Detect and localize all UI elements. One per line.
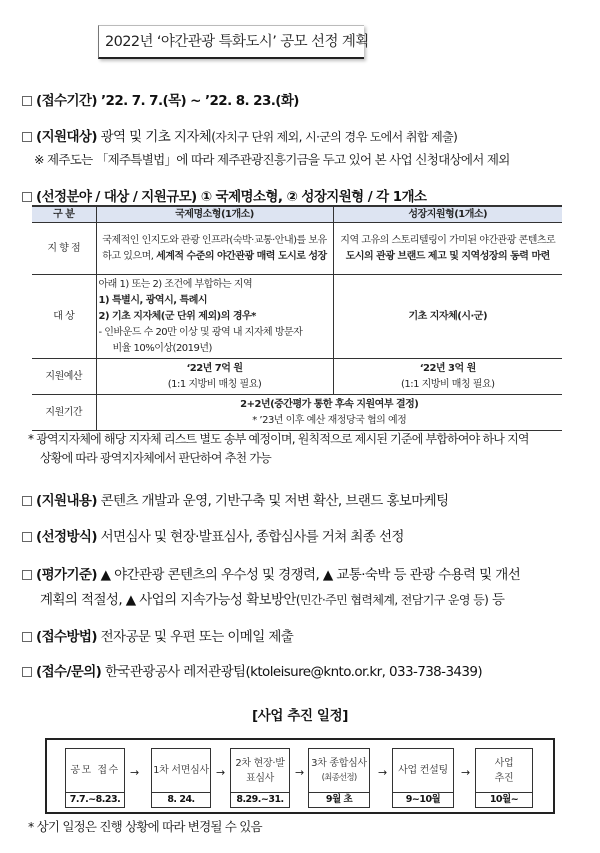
row-label: 지 향 점 — [32, 223, 96, 275]
section-criteria — [22, 563, 520, 583]
step-name: 1차 서면심사 — [152, 749, 210, 793]
step-subname: (최종선정) — [321, 772, 357, 783]
checkbox-bullet-icon — [22, 96, 32, 106]
cell-text-bold: 세계적 수준의 야간관광 매력 도시로 성장 — [156, 250, 327, 262]
cell-text-bold: 도시의 관광 브랜드 제고 및 지역성장의 동력 마련 — [345, 250, 550, 262]
checkbox-bullet-icon — [22, 532, 32, 542]
budget-note: (1:1 지방비 매칭 필요) — [400, 378, 495, 390]
checkbox-bullet-icon — [22, 667, 32, 677]
cell-text: 지역 고유의 스토리텔링이 가미된 야간관광 콘텐츠로 — [340, 234, 556, 246]
table-footnote-line1: * 광역지자체에 해당 지자체 리스트 별도 송부 예정이며, 원칙적으로 제시된 기준에 부합하여야 하나 지역 — [28, 432, 529, 446]
table-row-budget — [32, 359, 562, 395]
checkbox-bullet-icon — [22, 632, 32, 642]
jeju-exclusion-note: ※ 제주도는 「제주특별법」에 따라 제주관광진흥기금을 두고 있어 본 사업 신청대상에서 제외 — [34, 152, 510, 167]
step-date: 9~10월 — [405, 794, 441, 805]
schedule-step — [230, 748, 290, 808]
cell-line: 1) 특별시, 광역시, 특례시 — [98, 294, 208, 306]
section-selection-method — [22, 525, 404, 545]
step-name: 3차 종합심사 — [311, 757, 367, 769]
section-label: (선정방식) — [36, 529, 97, 545]
section-label: (접수방법) — [36, 629, 97, 645]
section-label: (선정분야 / 대상 / 지원규모) — [36, 189, 197, 205]
budget-amount: ‘22년 3억 원 — [419, 362, 476, 374]
step-date: 8.29.~31. — [236, 794, 284, 805]
cell-text: 국제적인 인지도와 관광 인프라(숙박·교통·안내)를 보유하고 있으며, — [102, 234, 327, 262]
criteria-detail: (민간·주민 협력체계, 전담기구 운영 등) — [295, 593, 489, 607]
schedule-step — [475, 748, 533, 808]
section-label: (접수기간) — [36, 93, 97, 109]
checkbox-bullet-icon — [22, 132, 32, 142]
section-label: (지원내용) — [36, 493, 97, 509]
cell-line: 비율 10%이상(2019년) — [112, 342, 212, 354]
table-footnote-line2: 상황에 따라 광역지자체에서 판단하여 추천 가능 — [40, 451, 271, 465]
arrow-right-icon: → — [216, 766, 226, 779]
table-cell — [96, 275, 333, 359]
table-row-eligibility — [32, 275, 562, 359]
table-header: 구 분 — [32, 206, 96, 223]
cell-line: - 인바운드 수 20만 이상 및 광역 내 지자체 방문자 — [98, 326, 303, 338]
step-name: 사업 컨설팅 — [393, 749, 453, 793]
schedule-title: [사업 추진 일정] — [252, 708, 348, 724]
criteria-text: 계획의 적절성, ▲ 사업의 지속가능성 확보방안 — [40, 592, 296, 608]
table-cell: 기초 지자체(시·군) — [333, 275, 562, 359]
step-name: 공모 접수 — [66, 749, 124, 793]
section-label: (평가기준) — [36, 567, 97, 583]
step-date: 10월~ — [489, 794, 519, 805]
schedule-step — [65, 748, 125, 808]
period-main: 2+2년(중간평가 통한 후속 지원여부 결정) — [240, 398, 419, 410]
section-target — [22, 125, 457, 145]
schedule-step — [392, 748, 454, 808]
budget-amount: ‘22년 7억 원 — [186, 362, 243, 374]
step-date: 8. 24. — [167, 794, 195, 805]
step-name-block — [309, 749, 369, 793]
section-value: ’22. 7. 7.(목) ~ ’22. 8. 23.(화) — [96, 93, 299, 109]
period-note: * ’23년 이후 예산 재정당국 협의 예정 — [252, 414, 407, 426]
table-row-period — [32, 395, 562, 431]
arrow-right-icon: → — [130, 766, 140, 779]
section-selection — [22, 185, 426, 205]
step-name: 2차 현장·발표심사 — [231, 749, 289, 793]
cell-line: 2) 기초 지자체(군 단위 제외)의 경우* — [98, 310, 256, 322]
section-value: ① 국제명소형, ② 성장지원형 / 각 1개소 — [196, 189, 427, 205]
section-label: (지원대상) — [36, 129, 97, 145]
criteria-text-end: 등 — [488, 592, 505, 608]
section-value: 광역 및 기초 지자체 — [96, 129, 212, 145]
row-label: 대 상 — [32, 275, 96, 359]
section-label: (접수/문의) — [36, 664, 102, 680]
section-reception-period — [22, 89, 299, 109]
section-value: 전자공문 및 우편 또는 이메일 제출 — [96, 629, 294, 645]
checkbox-bullet-icon — [22, 192, 32, 202]
section-value: ▲ 야간관광 콘텐츠의 우수성 및 경쟁력, ▲ 교통·숙박 등 관광 수용력 및 개선 — [96, 567, 521, 583]
schedule-footnote: * 상기 일정은 진행 상황에 따라 변경될 수 있음 — [28, 819, 262, 834]
arrow-right-icon: → — [295, 766, 305, 779]
table-cell — [96, 395, 562, 431]
arrow-right-icon: → — [378, 766, 388, 779]
arrow-right-icon: → — [461, 766, 471, 779]
table-header: 국제명소형(1개소) — [96, 206, 333, 223]
schedule-step — [308, 748, 370, 808]
schedule-flow — [45, 738, 555, 814]
section-support-content — [22, 489, 449, 509]
step-name: 사업 추진 — [476, 749, 532, 793]
selection-table — [32, 205, 562, 431]
table-cell — [96, 223, 333, 275]
schedule-step — [151, 748, 211, 808]
section-contact — [22, 660, 482, 680]
step-date: 7.7.~8.23. — [69, 794, 121, 805]
section-value: 서면심사 및 현장·발표심사, 종합심사를 거쳐 최종 선정 — [96, 529, 404, 545]
section-method — [22, 625, 293, 645]
table-cell — [333, 223, 562, 275]
row-label: 지원예산 — [32, 359, 96, 395]
table-header-row — [32, 206, 562, 223]
document-title: 2022년 ‘야간관광 특화도시’ 공모 선정 계획 — [98, 25, 364, 59]
section-value: 한국관광공사 레저관광팀(ktoleisure@knto.or.kr, 033-738-3439) — [101, 664, 483, 680]
checkbox-bullet-icon — [22, 570, 32, 580]
cell-line: 아래 1) 또는 2) 조건에 부합하는 지역 — [98, 278, 253, 290]
row-label: 지원기간 — [32, 395, 96, 431]
section-detail: (자치구 단위 제외, 시·군의 경우 도에서 취합 제출) — [211, 130, 458, 144]
table-cell — [333, 359, 562, 395]
checkbox-bullet-icon — [22, 496, 32, 506]
budget-note: (1:1 지방비 매칭 필요) — [167, 378, 262, 390]
table-header: 성장지원형(1개소) — [333, 206, 562, 223]
section-value: 콘텐츠 개발과 운영, 기반구축 및 저변 확산, 브랜드 홍보마케팅 — [96, 493, 449, 509]
table-row-direction — [32, 223, 562, 275]
step-date: 9월 초 — [325, 794, 353, 805]
table-cell — [96, 359, 333, 395]
section-criteria-continued — [40, 588, 504, 608]
